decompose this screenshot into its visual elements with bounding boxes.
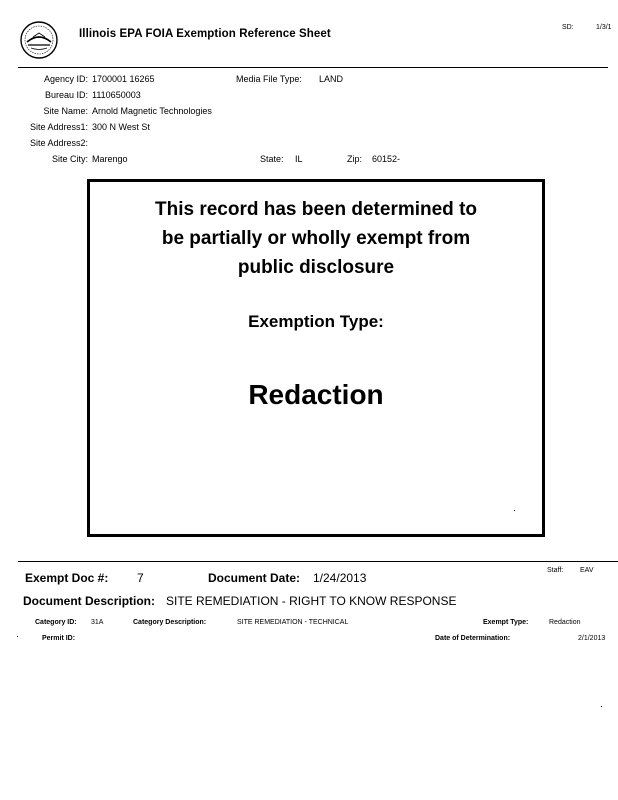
- scan-speck: [514, 510, 515, 511]
- corner-label: SD:: [562, 24, 574, 31]
- date-of-determination-value: 2/1/2013: [578, 635, 606, 642]
- zip-label: Zip:: [347, 154, 363, 164]
- document-date-value: 1/24/2013: [313, 571, 367, 585]
- site-name-label: Site Name:: [43, 106, 88, 116]
- bureau-id-value: 1110650003: [92, 90, 141, 100]
- exempt-type-value: Redaction: [549, 619, 581, 626]
- date-of-determination-label: Date of Determination:: [435, 635, 511, 642]
- notice-line-3: public disclosure: [237, 257, 395, 278]
- agency-id-label: Agency ID:: [43, 74, 88, 84]
- document-description-label: Document Description:: [23, 594, 156, 608]
- section-divider: [18, 561, 618, 562]
- exempt-doc-value: 7: [137, 571, 144, 585]
- document-description-value: SITE REMEDIATION - RIGHT TO KNOW RESPONSE: [166, 594, 457, 608]
- site-address1-value: 300 N West St: [92, 122, 150, 132]
- category-id-value: 31A: [91, 619, 104, 626]
- notice-line-2: be partially or wholly exempt from: [161, 228, 471, 249]
- exemption-notice-box: [87, 179, 545, 537]
- scan-speck: [601, 706, 602, 707]
- media-file-type-label: Media File Type:: [236, 74, 302, 84]
- site-address1-label: Site Address1:: [29, 122, 88, 132]
- category-id-label: Category ID:: [35, 619, 77, 626]
- scan-speck: [17, 636, 18, 637]
- state-value: IL: [295, 154, 303, 164]
- bureau-id-label: Bureau ID:: [44, 90, 88, 100]
- agency-id-value: 1700001 16265: [92, 74, 155, 84]
- permit-id-label: Permit ID:: [42, 635, 76, 642]
- exemption-type-label: Exemption Type:: [248, 312, 384, 331]
- zip-value: 60152-: [372, 154, 401, 164]
- category-description-value: SITE REMEDIATION - TECHNICAL: [237, 619, 349, 626]
- illinois-epa-seal-icon: [19, 20, 59, 60]
- site-city-value: Marengo: [92, 154, 128, 164]
- header-divider: [18, 67, 608, 68]
- media-file-type-value: LAND: [319, 74, 344, 84]
- state-label: State:: [260, 154, 284, 164]
- page-title: Illinois EPA FOIA Exemption Reference Sheet: [79, 28, 331, 40]
- site-city-label: Site City:: [51, 154, 88, 164]
- notice-line-1: This record has been determined to: [154, 199, 478, 220]
- exempt-doc-label: Exempt Doc #:: [25, 571, 109, 585]
- staff-label: Staff:: [547, 567, 564, 574]
- exempt-type-label: Exempt Type:: [483, 619, 529, 626]
- staff-value: EAV: [580, 567, 594, 574]
- site-address2-label: Site Address2:: [29, 138, 88, 148]
- site-name-value: Arnold Magnetic Technologies: [92, 106, 212, 116]
- corner-value: 1/3/1: [596, 24, 612, 31]
- document-date-label: Document Date:: [208, 571, 301, 585]
- exemption-type-value: Redaction: [248, 379, 384, 410]
- category-description-label: Category Description:: [133, 619, 207, 626]
